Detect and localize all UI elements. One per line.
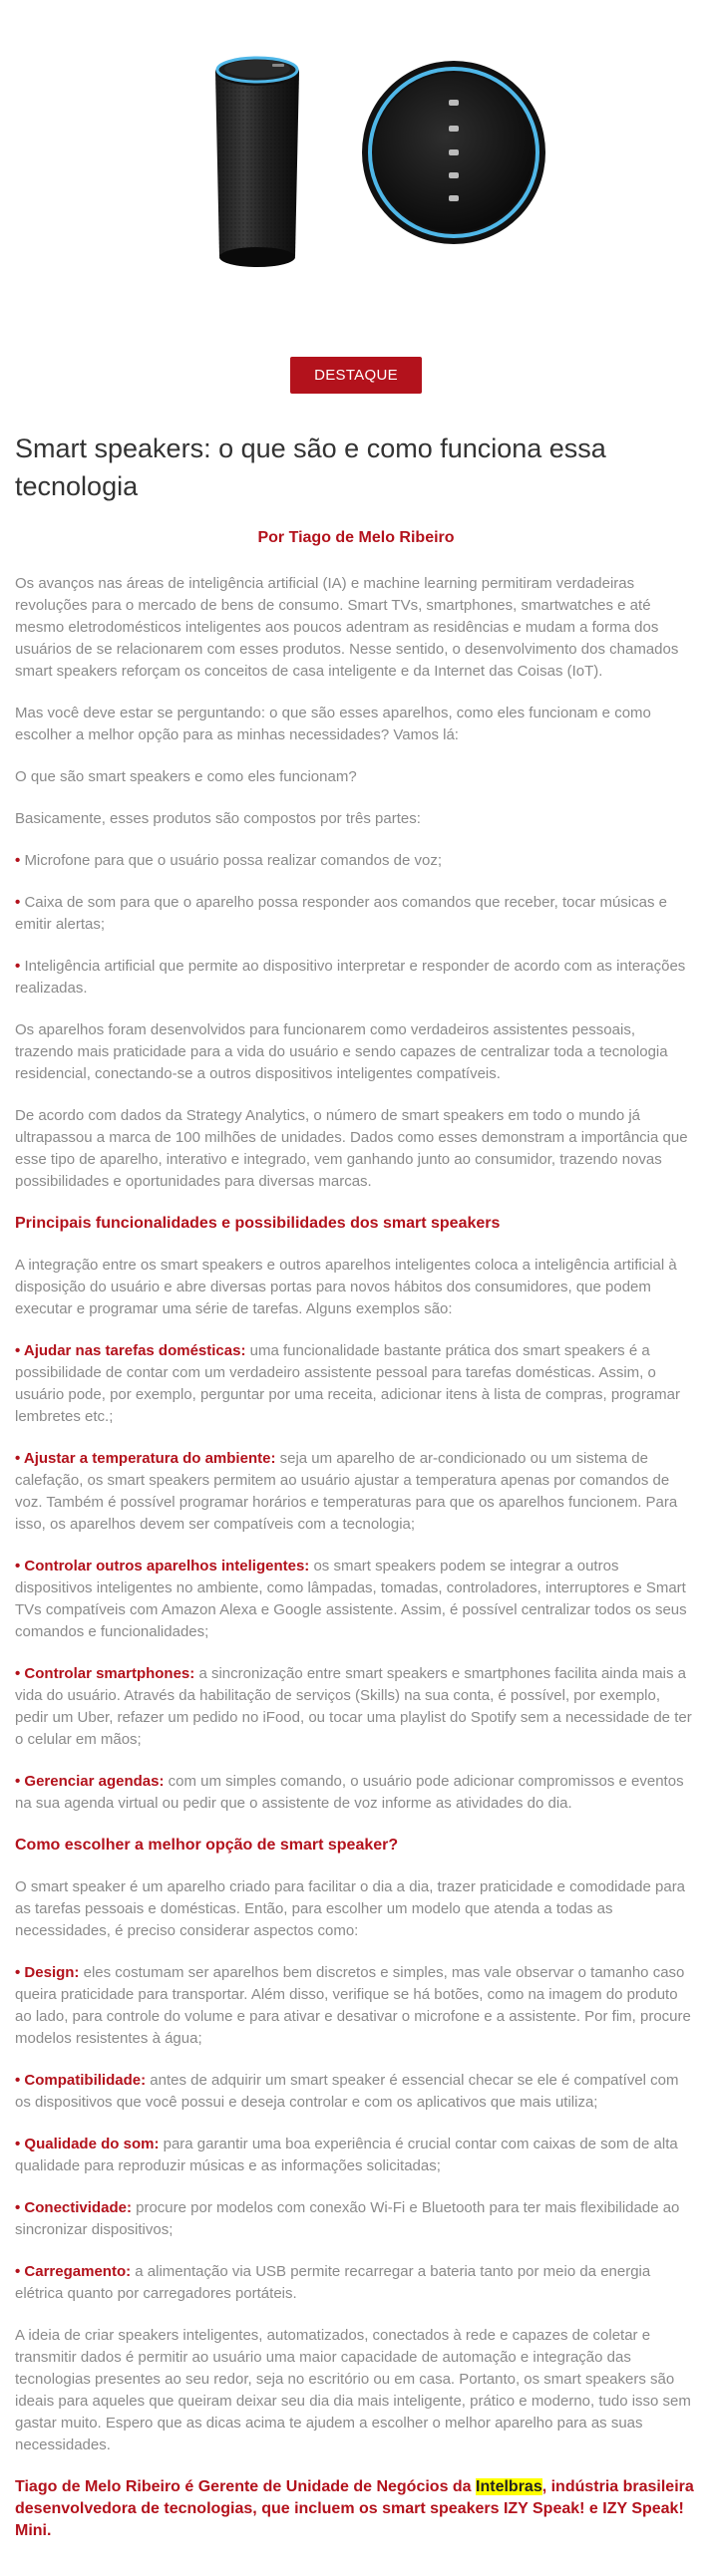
criteria-item: • Design: eles costumam ser aparelhos bem discretos e simples, mas vale observar o tamanho caso queira praticidade para transportar. Além disso, verifique se há botões, como na imagem do produto ao lado, para controle do volume e para ativar e desativar o microfone e a assistente. Por fim, procure modelos resistentes à água; — [15, 1964, 691, 2047]
article-title: Smart speakers: o que são e como funciona essa tecnologia — [15, 433, 606, 501]
section-heading: Como escolher a melhor opção de smart speaker? — [15, 1837, 399, 1854]
feature-item: • Ajudar nas tarefas domésticas: uma funcionalidade bastante prática dos smart speakers é a possibilidade de contar com um verdadeiro assistente pessoal para tarefas domésticas. Assim, o usuário pode, por exemplo, perguntar por uma receita, adicionar itens à lista de compras, programar lembretes etc.; — [15, 1342, 681, 1425]
speaker-top-view-image — [359, 58, 548, 247]
product-image — [0, 0, 712, 339]
author-byline: Por Tiago de Melo Ribeiro — [257, 529, 455, 546]
author-bio: Tiago de Melo Ribeiro é Gerente de Unidade de Negócios da Intelbras, indústria brasileira desenvolvedora de tecnologias, que incluem os smart speakers IZY Speak! e IZY Speak! Mini. — [15, 2478, 694, 2539]
intro-paragraph: Basicamente, esses produtos são compostos por três partes: — [15, 810, 421, 827]
feature-item: • Ajustar a temperatura do ambiente: seja um aparelho de ar-condicionado ou um sistema de calefação, os smart speakers permitem ao usuário ajustar a temperatura apenas por comandos de voz. Também é possível programar horários e temperaturas para que os aparelhos funcionem. Para isso, os aparelhos devem ser compatíveis com a tecnologia; — [15, 1450, 678, 1533]
body-paragraph: De acordo com dados da Strategy Analytics, o número de smart speakers em todo o mundo já ultrapassou a marca de 100 milhões de unidades. Dados como esses demonstram a importância que esse tipo de aparelho, interativo e integrado, vem ganhando junto ao consumidor, trazendo novas possibilidades e oportunidades para diversas marcas. — [15, 1107, 688, 1190]
company-link[interactable]: Intelbras — [476, 2478, 542, 2495]
criteria-item: • Qualidade do som: para garantir uma boa experiência é crucial contar com caixas de som de alta qualidade para reproduzir músicas e as informações solicitadas; — [15, 2136, 678, 2174]
section-heading: Principais funcionalidades e possibilidades dos smart speakers — [15, 1215, 501, 1232]
criteria-item: • Carregamento: a alimentação via USB permite recarregar a bateria tanto por meio da energia elétrica quanto por carregadores portáteis. — [15, 2263, 651, 2302]
intro-paragraph: Mas você deve estar se perguntando: o que são esses aparelhos, como eles funcionam e como escolher a melhor opção para as minhas necessidades? Vamos lá: — [15, 705, 651, 743]
intro-paragraph: O que são smart speakers e como eles funcionam? — [15, 768, 357, 785]
article-body — [0, 429, 712, 2542]
highlight-badge[interactable]: DESTAQUE — [290, 357, 422, 394]
tall-speaker-image — [178, 42, 337, 291]
list-item: • Microfone para que o usuário possa realizar comandos de voz; — [15, 852, 443, 869]
feature-item: • Gerenciar agendas: com um simples comando, o usuário pode adicionar compromissos e eventos na sua agenda virtual ou pedir que o assistente de voz informe as atividades do dia. — [15, 1773, 684, 1812]
bullet-icon: • — [15, 852, 21, 869]
criteria-item: • Compatibilidade: antes de adquirir um smart speaker é essencial checar se ele é compatível com os dispositivos que você possui e deseja controlar e com os aplicativos que mais utiliza; — [15, 2072, 679, 2111]
criteria-item: • Conectividade: procure por modelos com conexão Wi-Fi e Bluetooth para ter mais flexibilidade ao sincronizar dispositivos; — [15, 2199, 680, 2238]
bullet-icon: • — [15, 958, 21, 975]
list-item: • Inteligência artificial que permite ao dispositivo interpretar e responder de acordo com as interações realizadas. — [15, 958, 686, 997]
intro-paragraph: Os avanços nas áreas de inteligência artificial (IA) e machine learning permitiram verdadeiras revoluções para o mercado de bens de consumo. Smart TVs, smartphones, smartwatches e até mesmo eletrodomésticos inteligentes aos poucos adentram as residências e mudam a forma dos usuários de se relacionarem com esses produtos. Nesse sentido, o desenvolvimento dos chamados smart speakers reforçam os conceitos de casa inteligente e da Internet das Coisas (IoT). — [15, 575, 679, 680]
section-intro: O smart speaker é um aparelho criado para facilitar o dia a dia, trazer praticidade e comodidade para as tarefas pessoais e domésticas. Então, para escolher um modelo que atenda a todas as necessidades, é preciso considerar aspectos como: — [15, 1878, 686, 1939]
section-intro: A integração entre os smart speakers e outros aparelhos inteligentes coloca a inteligência artificial à disposição do usuário e abre diversas portas para novos hábitos dos consumidores, que podem executar e programar uma série de tarefas. Alguns exemplos são: — [15, 1257, 677, 1317]
feature-item: • Controlar outros aparelhos inteligentes: os smart speakers podem se integrar a outros dispositivos inteligentes no ambiente, como lâmpadas, tomadas, controladores, interruptores e Smart TVs compatíveis com Amazon Alexa e Google assistente. Assim, é possível centralizar todos os seus comandos e funcionalidades; — [15, 1558, 687, 1640]
bullet-icon: • — [15, 894, 21, 911]
body-paragraph: Os aparelhos foram desenvolvidos para funcionarem como verdadeiros assistentes pessoais, trazendo mais praticidade para a vida do usuário e sendo capazes de centralizar toda a tecnologia residencial, conectando-se a outros dispositivos inteligentes compatíveis. — [15, 1021, 668, 1082]
conclusion-paragraph: A ideia de criar speakers inteligentes, automatizados, conectados à rede e capazes de coletar e transmitir dados é permitir ao usuário uma maior capacidade de automação e integração das tecnologias presentes ao seu redor, seja no escritório ou em casa. Portanto, os smart speakers são ideais para aqueles que queiram deixar seu dia dia mais inteligente, prático e moderno, tudo isso sem gastar muito. Espero que as dicas acima te ajudem a escolher o melhor aparelho para as suas necessidades. — [15, 2327, 691, 2453]
list-item: • Caixa de som para que o aparelho possa responder aos comandos que receber, tocar músicas e emitir alertas; — [15, 894, 667, 933]
feature-item: • Controlar smartphones: a sincronização entre smart speakers e smartphones facilita ainda mais a vida do usuário. Através da habilitação de serviços (Skills) na sua conta, é possível, por exemplo, pedir um Uber, refazer um pedido no iFood, ou tocar uma playlist do Spotify sem a necessidade de ter o celular em mãos; — [15, 1665, 692, 1748]
